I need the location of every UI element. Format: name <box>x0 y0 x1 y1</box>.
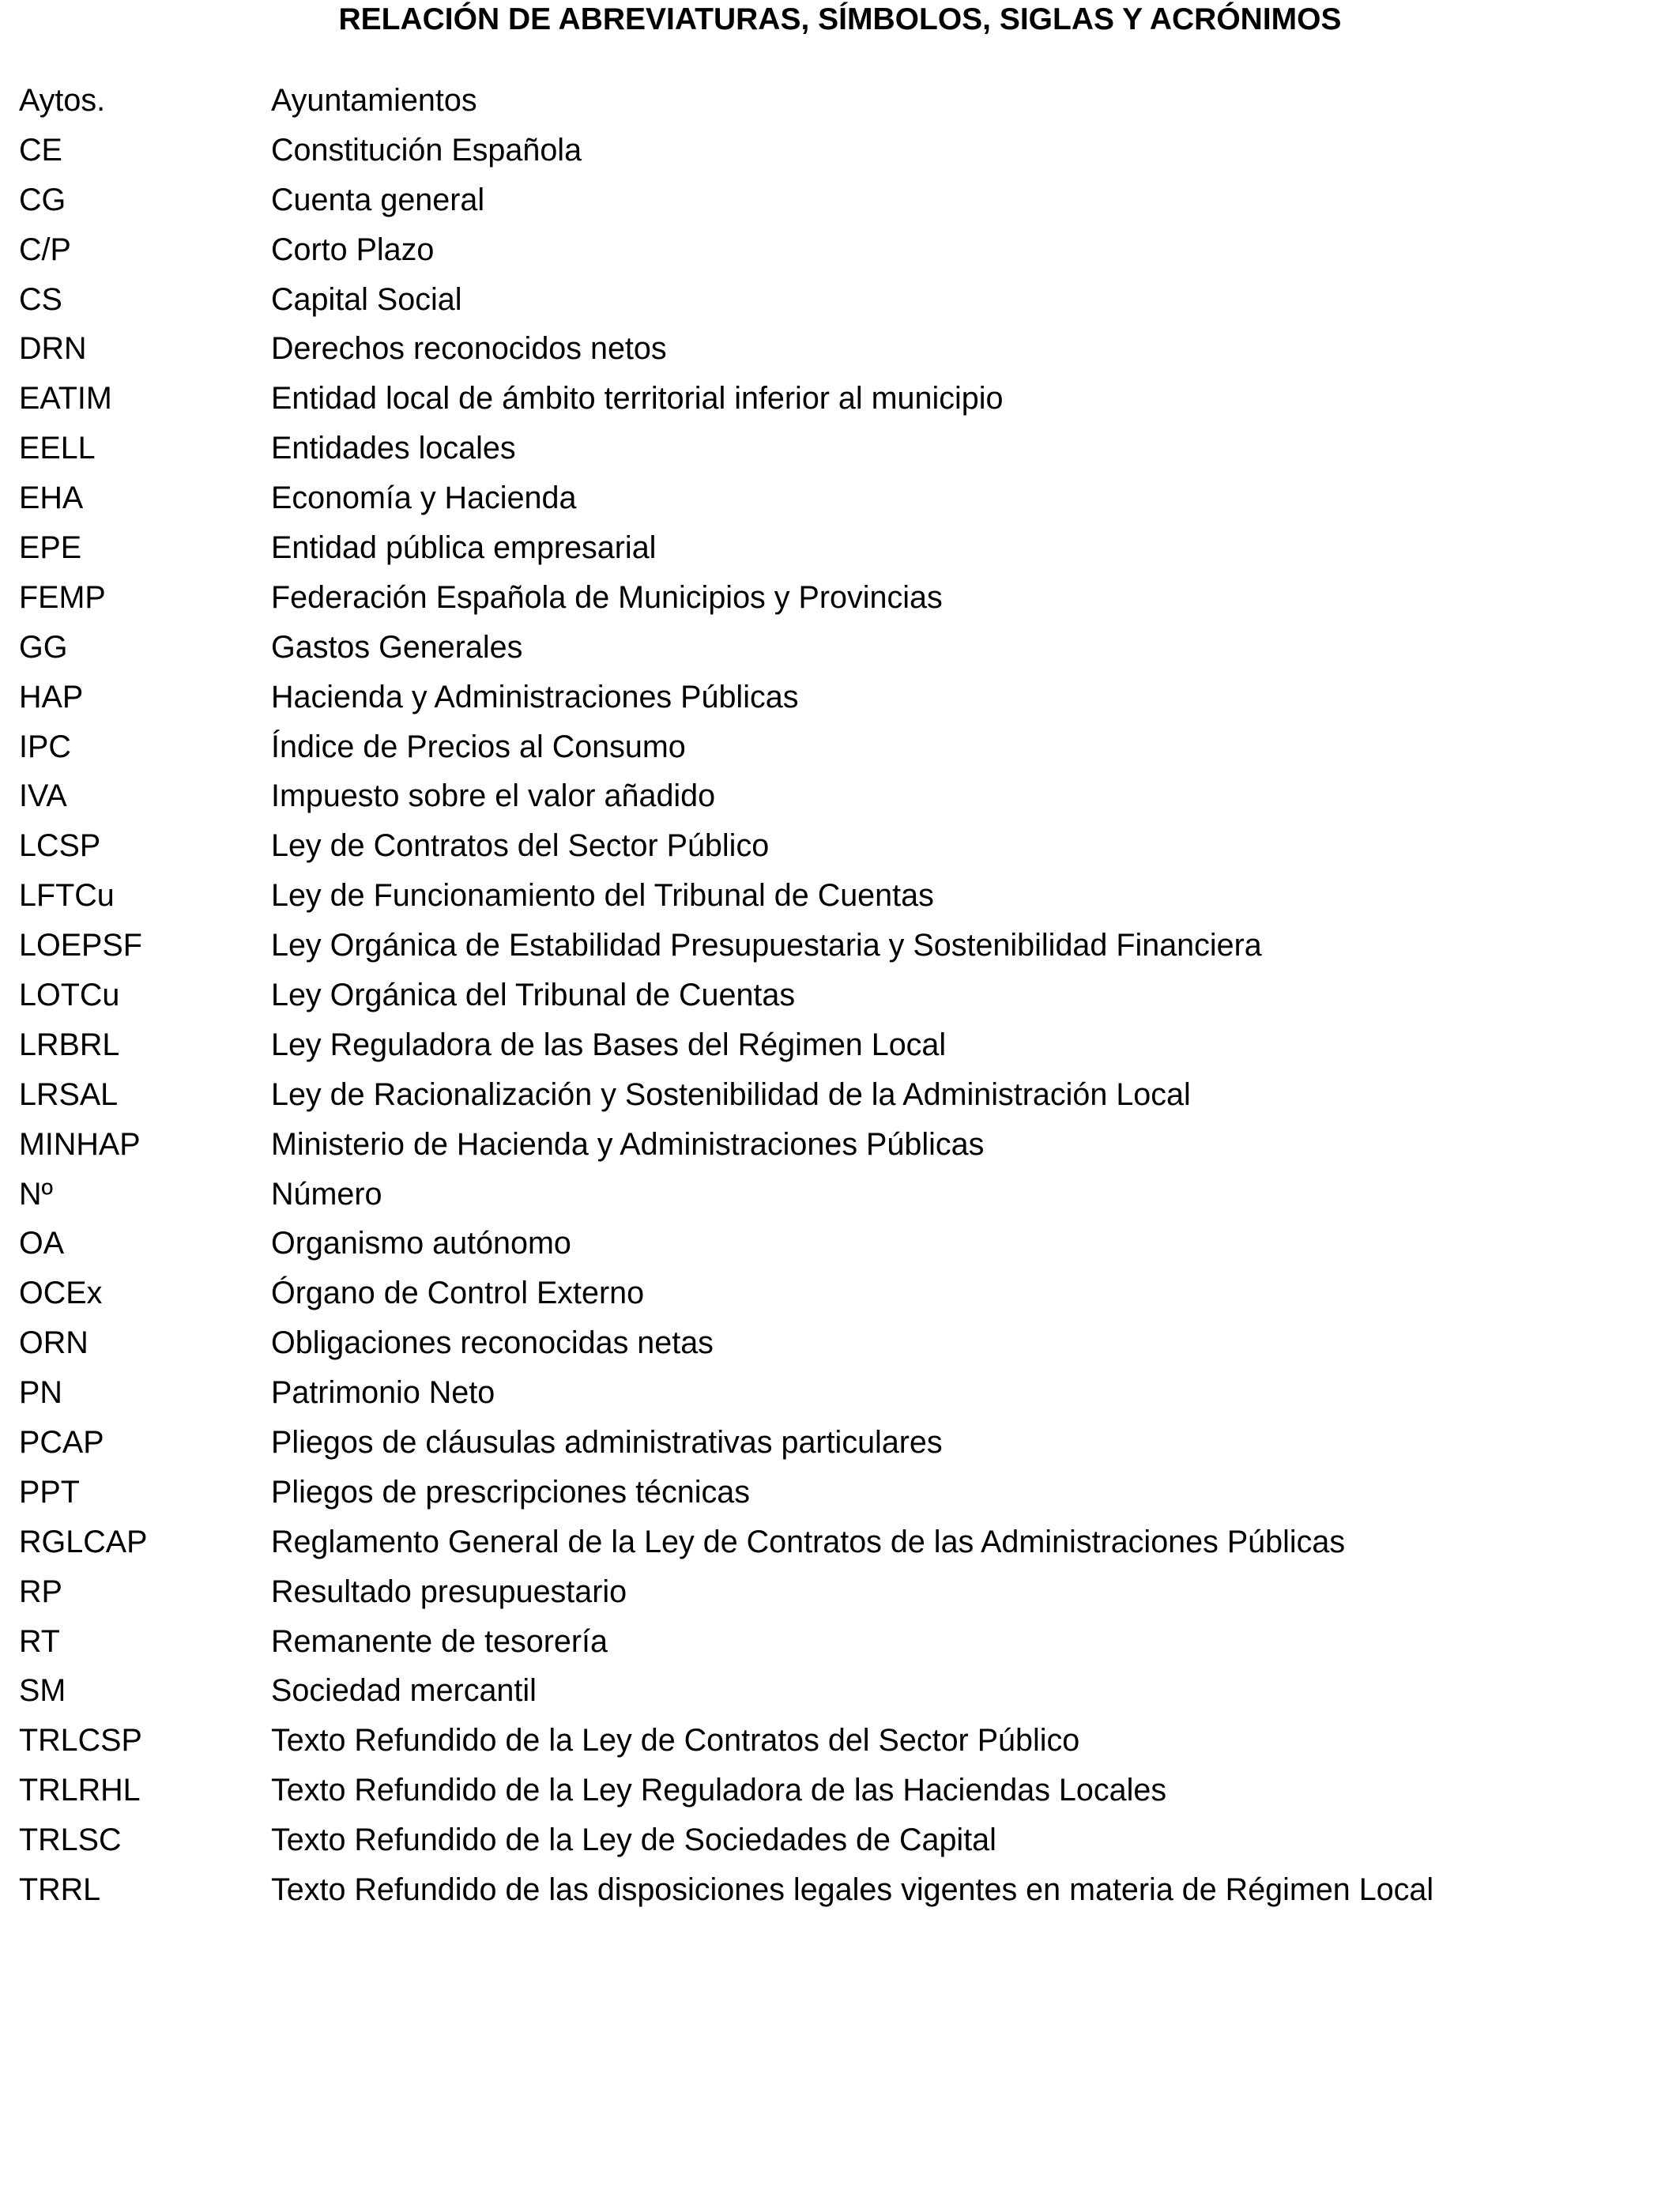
list-item <box>19 1517 1663 1567</box>
abbreviation-term: RT <box>19 1623 60 1659</box>
abbreviation-term: TRLCSP <box>19 1723 142 1759</box>
abbreviation-definition: Órgano de Control Externo <box>271 1276 645 1311</box>
abbreviation-definition: Ley de Contratos del Sector Público <box>271 828 770 864</box>
abbreviation-term: TRLSC <box>19 1823 122 1858</box>
list-item <box>19 275 1663 325</box>
list-item <box>19 1368 1663 1418</box>
abbreviation-term: LFTCu <box>19 878 115 914</box>
abbreviation-term: Nº <box>19 1176 53 1212</box>
abbreviation-term: LRBRL <box>19 1027 120 1062</box>
abbreviation-term: IPC <box>19 729 71 764</box>
list-item <box>19 225 1663 275</box>
abbreviation-term: RGLCAP <box>19 1524 148 1559</box>
list-item <box>19 1468 1663 1517</box>
abbreviation-definition: Reglamento General de la Ley de Contratos de las Administraciones Públicas <box>271 1524 1346 1559</box>
abbreviation-definition: Gastos Generales <box>271 629 523 665</box>
list-item <box>19 1865 1663 1915</box>
abbreviation-term: OA <box>19 1226 65 1261</box>
abbreviation-definition: Ley Orgánica del Tribunal de Cuentas <box>271 977 796 1012</box>
abbreviation-definition: Capital Social <box>271 281 462 317</box>
abbreviation-term: LOTCu <box>19 977 120 1012</box>
abbreviation-term: EATIM <box>19 381 112 417</box>
list-item <box>19 324 1663 374</box>
list-item <box>19 1667 1663 1717</box>
abbreviation-term: CG <box>19 182 66 217</box>
list-item <box>19 871 1663 921</box>
abbreviation-definition: Cuenta general <box>271 182 485 217</box>
abbreviation-definition: Ley de Racionalización y Sostenibilidad de la Administración Local <box>271 1076 1191 1112</box>
list-item <box>19 1766 1663 1815</box>
abbreviation-term: HAP <box>19 679 84 714</box>
abbreviation-definition: Hacienda y Administraciones Públicas <box>271 679 799 714</box>
abbreviation-term: PCAP <box>19 1424 104 1460</box>
list-item <box>19 771 1663 821</box>
abbreviation-term: GG <box>19 629 68 665</box>
abbreviation-definition: Sociedad mercantil <box>271 1673 537 1709</box>
abbreviation-definition: Pliegos de cláusulas administrativas particulares <box>271 1424 943 1460</box>
abbreviation-definition: Índice de Precios al Consumo <box>271 729 686 764</box>
abbreviation-term: CS <box>19 281 62 317</box>
abbreviation-definition: Texto Refundido de la Ley de Sociedades de Capital <box>271 1823 996 1858</box>
list-item <box>19 1120 1663 1170</box>
abbreviation-term: IVA <box>19 778 67 814</box>
abbreviation-definition: Entidad local de ámbito territorial inferior al municipio <box>271 381 1004 417</box>
abbreviation-definition: Ley Orgánica de Estabilidad Presupuestaria y Sostenibilidad Financiera <box>271 928 1262 963</box>
list-item <box>19 1567 1663 1617</box>
abbreviation-definition: Constitución Española <box>271 132 582 168</box>
abbreviation-definition: Corto Plazo <box>271 232 435 267</box>
abbreviation-definition: Resultado presupuestario <box>271 1574 627 1609</box>
abbreviation-term: SM <box>19 1673 66 1709</box>
abbreviation-definition: Patrimonio Neto <box>271 1375 495 1411</box>
list-item <box>19 473 1663 523</box>
abbreviation-definition: Derechos reconocidos netos <box>271 331 667 367</box>
list-item <box>19 821 1663 871</box>
abbreviation-definition: Entidad pública empresarial <box>271 530 657 565</box>
abbreviation-term: CE <box>19 132 62 168</box>
abbreviation-term: DRN <box>19 331 87 367</box>
list-item <box>19 573 1663 623</box>
list-item <box>19 374 1663 424</box>
list-item <box>19 921 1663 971</box>
list-item <box>19 1269 1663 1318</box>
abbreviation-definition: Ayuntamientos <box>271 82 477 118</box>
abbreviation-definition: Texto Refundido de la Ley de Contratos del Sector Público <box>271 1723 1080 1759</box>
list-item <box>19 1070 1663 1120</box>
list-item <box>19 1219 1663 1269</box>
abbreviation-term: TRRL <box>19 1872 101 1907</box>
abbreviation-list <box>19 76 1663 1915</box>
abbreviation-term: OCEx <box>19 1276 103 1311</box>
abbreviation-term: C/P <box>19 232 71 267</box>
list-item <box>19 1318 1663 1368</box>
abbreviation-term: EELL <box>19 431 96 466</box>
abbreviation-definition: Texto Refundido de la Ley Reguladora de las Haciendas Locales <box>271 1773 1167 1808</box>
abbreviation-term: RP <box>19 1574 62 1609</box>
abbreviation-definition: Impuesto sobre el valor añadido <box>271 778 716 814</box>
abbreviation-definition: Organismo autónomo <box>271 1226 571 1261</box>
abbreviation-term: EHA <box>19 481 84 516</box>
abbreviation-term: FEMP <box>19 579 106 615</box>
abbreviation-term: MINHAP <box>19 1126 141 1162</box>
abbreviation-term: LCSP <box>19 828 101 864</box>
abbreviation-term: TRLRHL <box>19 1773 141 1808</box>
abbreviation-definition: Remanente de tesorería <box>271 1623 608 1659</box>
abbreviation-term: PN <box>19 1375 62 1411</box>
abbreviation-definition: Ley Reguladora de las Bases del Régimen Local <box>271 1027 947 1062</box>
abbreviation-definition: Pliegos de prescripciones técnicas <box>271 1474 750 1510</box>
list-item <box>19 1418 1663 1468</box>
list-item <box>19 722 1663 772</box>
list-item <box>19 175 1663 225</box>
list-item <box>19 673 1663 722</box>
list-item <box>19 424 1663 473</box>
list-item <box>19 126 1663 175</box>
abbreviation-term: LOEPSF <box>19 928 142 963</box>
list-item <box>19 971 1663 1020</box>
page-title: RELACIÓN DE ABREVIATURAS, SÍMBOLOS, SIGLAS Y ACRÓNIMOS <box>338 2 1342 36</box>
abbreviation-term: EPE <box>19 530 82 565</box>
list-item <box>19 523 1663 573</box>
abbreviation-definition: Federación Española de Municipios y Provincias <box>271 579 943 615</box>
abbreviation-definition: Economía y Hacienda <box>271 481 577 516</box>
list-item <box>19 76 1663 126</box>
abbreviation-definition: Obligaciones reconocidas netas <box>271 1325 714 1361</box>
abbreviation-definition: Entidades locales <box>271 431 516 466</box>
list-item <box>19 1815 1663 1865</box>
abbreviation-definition: Número <box>271 1176 382 1212</box>
abbreviation-term: LRSAL <box>19 1076 119 1112</box>
list-item <box>19 623 1663 673</box>
abbreviation-definition: Texto Refundido de las disposiciones legales vigentes en materia de Régimen Local <box>271 1872 1434 1907</box>
abbreviation-definition: Ministerio de Hacienda y Administraciones Públicas <box>271 1126 985 1162</box>
list-item <box>19 1020 1663 1070</box>
abbreviation-term: Aytos. <box>19 82 106 118</box>
abbreviation-term: PPT <box>19 1474 80 1510</box>
abbreviation-term: ORN <box>19 1325 89 1361</box>
list-item <box>19 1716 1663 1766</box>
abbreviation-definition: Ley de Funcionamiento del Tribunal de Cuentas <box>271 878 934 914</box>
list-item <box>19 1170 1663 1220</box>
list-item <box>19 1617 1663 1667</box>
